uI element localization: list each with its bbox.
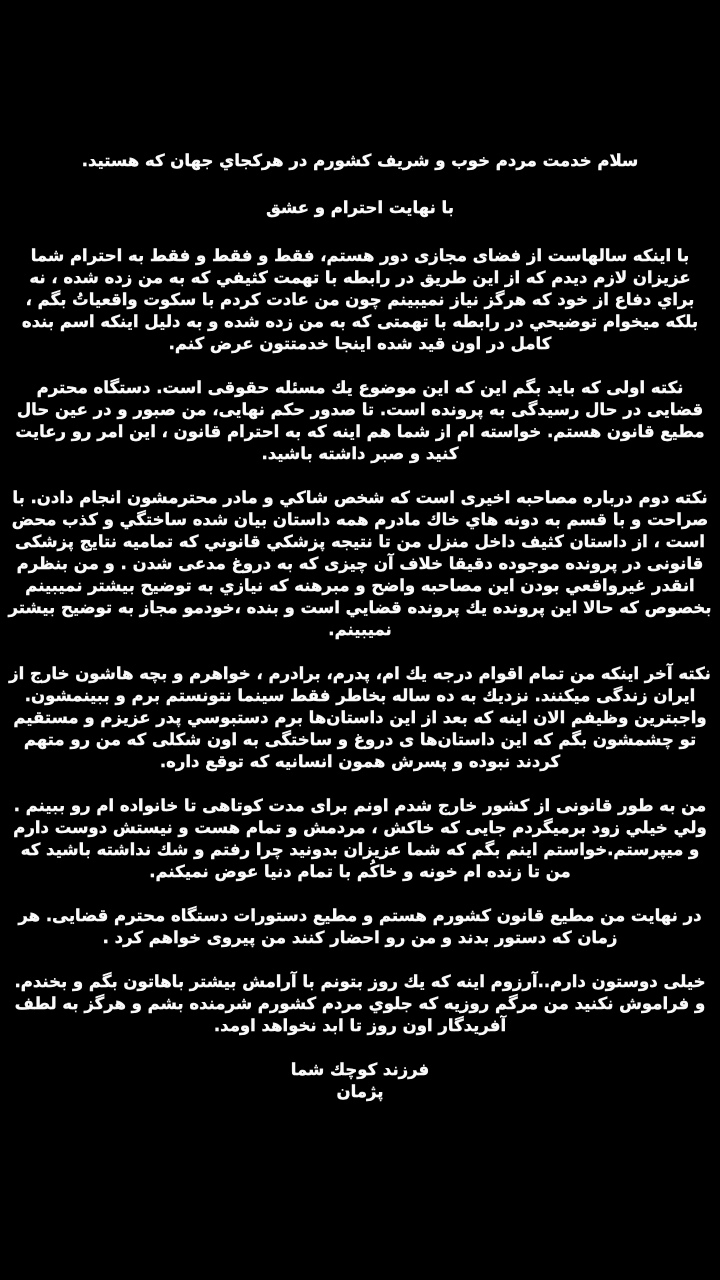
letter-salutation: با نهايت احترام و عشق (266, 198, 454, 217)
letter-paragraph-obedience: در نهايت من مطيع قانون كشورم هستم و مطيع دستورات دستگاه محترم قضايى. هر زمان كه دستور بدند و من رو احضار كنند من پيروى خواهم كرد . (18, 906, 702, 947)
letter-paragraph-point-two: نكته دوم درباره مصاحبه اخيرى است كه شخص شاكي و مادر محترمشون انجام دادن. با صراحت و با قسم به دونه هاي خاك مادرم همه داستان بيان شده ساختگي و كذب محض است ، از داستان كثيف داخل منزل من تا نتيجه پزشكي قانوني كه تماميه نتايج پزشكى قانونى در پرونده موجوده دقيقا خلاف آن چيزى كه به دروغ مدعى شدن . و من بنظرم انقدر غيرواقعي بودن اين مصاحبه واضح و مبرهنه كه نيازي به توضيح بيشتر نميبينم بخصوص كه حالا اين پرونده يك پرونده قضايي است و بنده ،خودمو مجاز به توضيح بيشتر نميبينم. (8, 488, 712, 639)
letter-paragraph-departure: من به طور قانونى از كشور خارج شدم اونم براى مدت كوتاهى تا خانواده ام رو ببينم . ولي خيلي زود برميگردم جايى كه خاكش ، مردمش و تمام هست و نيستش دوست دارم و ميپرستم.خواستم اينم بگم كه شما عزيزان بدونيد چرا رفتم و شك نداشته باشيد كه من تا زنده ام خونه و خاكُم با تمام دنيا عوض نميكنم. (13, 796, 707, 881)
letter-paragraph-closing: و فراموش نكنيد من مرگم روزيه كه جلوي مردم كشورم شرمنده بشم و هرگز به لطف آفريدگار اون روز تا ابد نخواهد اومد. (14, 994, 706, 1035)
letter-signature (8, 1059, 712, 1103)
signature-name: پژمان (336, 1082, 384, 1101)
letter-greeting: سلام خدمت مردم خوب و شريف كشورم در هركجاي جهان كه هستيد. (81, 151, 639, 170)
letter-paragraph-point-one: نكته اولى كه بايد بگم اين كه اين موضوع يك مسئله حقوقى است. دستگاه محترم قضايى در حال رسيدگى به پرونده است. تا صدور حكم نهايى، من صبور و در عين حال مطيع قانون هستم. خواسته ام از شما هم اينه كه به احترام قانون ، اين امر رو رعايت كنيد و صبر داشته باشيد. (15, 378, 705, 463)
letter-paragraph-wish: خيلى دوستون دارم..آرزوم اينه كه يك روز بتونم با آرامش بيشتر باهاتون بگم و بخندم. (14, 972, 706, 991)
letter-paragraph-intro: با اينكه سالهاست از فضای مجازی دور هستم، فقط و فقط و فقط به احترام شما عزيزان لازم ديدم كه از اين طريق در رابطه با تهمت كثيفي كه به من زده شده ، نه براي دفاع از خود كه هرگز نياز نميبينم چون من عادت كردم با سكوت واقعياتُ بگم ، بلكه ميخوام توضيحي در رابطه با تهمتى كه به من زده شده و به دليل اينكه اسم بنده كامل در اون قيد شده اينجا خدمتتون عرض كنم. (21, 246, 699, 353)
letter-paragraph-point-last: نكته آخر اينكه من تمام اقوام درجه يك ام، پدرم، برادرم ، خواهرم و بچه هاشون خارج از ايران زندگى ميكنند. نزديك به ده ساله بخاطر فقط سينما نتونستم برم و ببينمشون. واجبترين وظيفم الان اينه كه بعد از اين داستان‌ها برم دستبوسي پدر عزيزم و مستقيم تو چشمشون بگم كه اين داستان‌ها ى دروغ و ساختگى به اون شكلى كه من رو متهم كردند نبوده و پسرش همون انسانيه كه توقع داره. (9, 664, 711, 771)
signature-role: فرزند كوچك شما (290, 1060, 430, 1079)
letter (8, 150, 712, 1103)
